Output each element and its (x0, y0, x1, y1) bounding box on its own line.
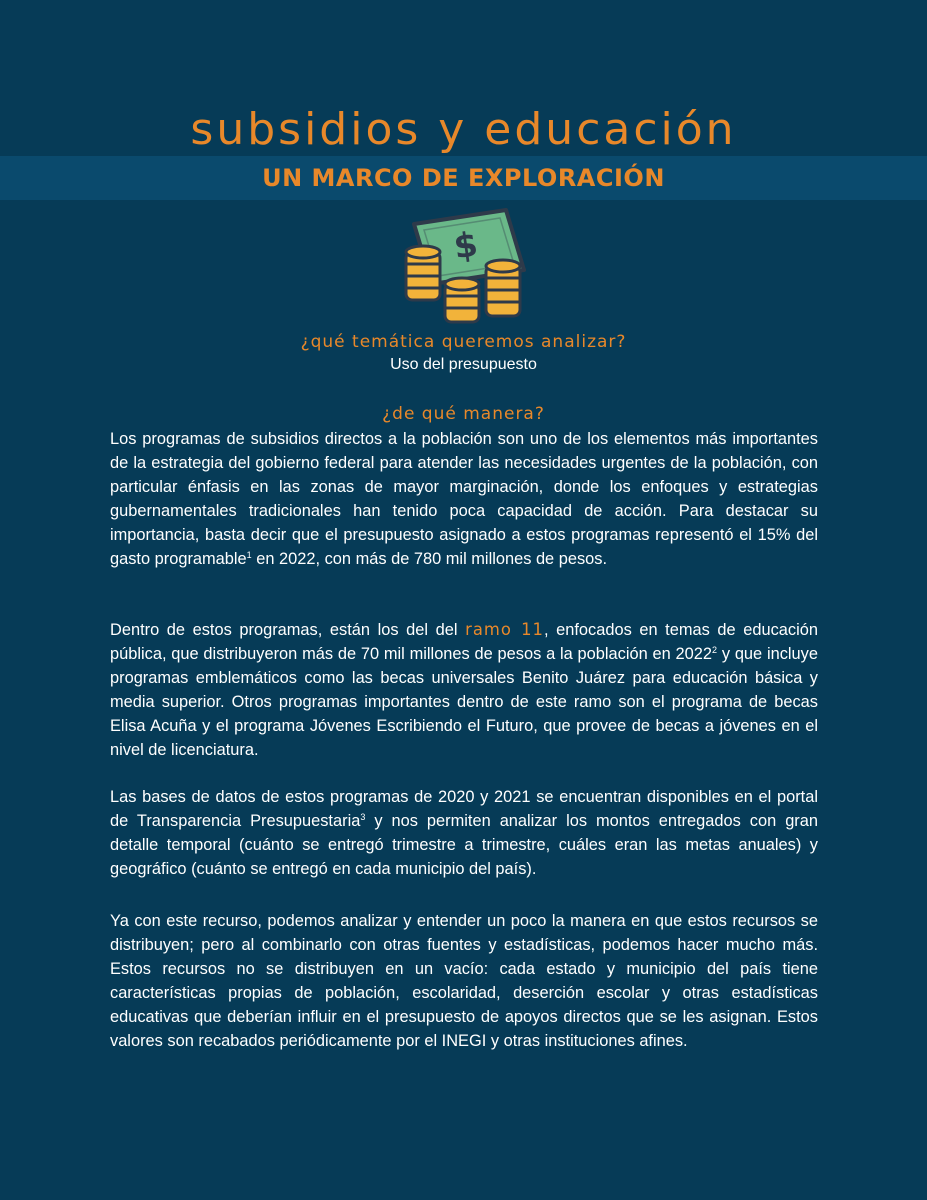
answer-topic: Uso del presupuesto (390, 356, 537, 373)
ramo-11-highlight: ramo 11 (465, 620, 544, 639)
page-subtitle: UN MARCO DE EXPLORACIÓN (262, 164, 665, 192)
money-coins-icon (402, 202, 528, 328)
paragraph-3 (110, 785, 818, 881)
paragraph-4: Ya con este recurso, podemos analizar y entender un poco la manera en que estos recursos se distribuyen; pero al combinarlo con otras fuentes y estadísticas, podemos hacer mucho más. Estos recursos no se distribuyen en un vacío: cada estado y municipio del país tiene características propias de población, escolaridad, deserción escolar y otras estadísticas educativas que deberían influir en el presupuesto de apoyos directos que se les asignan. Estos valores son recabados periódicamente por el INEGI y otras instituciones afines. (110, 912, 818, 1050)
paragraph-1 (110, 427, 818, 571)
paragraph-3-text-b: y nos permiten analizar los montos entregados con gran detalle temporal (cuánto se entregó trimestre a trimestre, cuáles eran las metas anuales) y geográfico (cuánto se entregó en cada municipio del país). (110, 812, 818, 878)
paragraph-2 (110, 618, 818, 762)
coin-stack-right (486, 260, 520, 316)
question-method: ¿de qué manera? (382, 404, 545, 424)
paragraph-3-text-a: Las bases de datos de estos programas de 2020 y 2021 se encuentran disponibles en el portal de Transparencia Presupuestaria (110, 788, 818, 830)
paragraph-1-text-a: Los programas de subsidios directos a la población son uno de los elementos más importantes de la estrategia del gobierno federal para atender las necesidades urgentes de la población, con particular énfasis en las zonas de mayor marginación, donde los enfoques y estrategias gubernamentales tradicionales han tenido poca capacidad de acción. Para destacar su importancia, basta decir que el presupuesto asignado a estos programas representó el 15% del gasto programable (110, 430, 818, 568)
page-title: subsidios y educación (190, 104, 737, 155)
paragraph-2-text-c: y que incluye programas emblemáticos como las becas universales Benito Juárez para educación básica y media superior. Otros programas importantes dentro de este ramo son el programa de becas Elisa Acuña y el programa Jóvenes Escribiendo el Futuro, que provee de becas a jóvenes en el nivel de licenciatura. (110, 645, 818, 759)
coin-stack-middle (445, 278, 479, 322)
footnote-ref-1: 1 (246, 550, 252, 560)
question-topic: ¿qué temática queremos analizar? (300, 332, 627, 352)
dollar-sign: $ (451, 224, 481, 268)
paragraph-1-text-b: en 2022, con más de 780 mil millones de pesos. (251, 550, 608, 568)
coin-stack-left (406, 246, 440, 300)
paragraph-2-text-b: , enfocados en temas de educación pública, que distribuyeron más de 70 mil millones de pesos a la población en 2022 (110, 621, 818, 663)
footnote-ref-2: 2 (712, 645, 718, 655)
footnote-ref-3: 3 (360, 812, 366, 822)
paragraph-2-text-a: Dentro de estos programas, están los del del (110, 621, 466, 639)
